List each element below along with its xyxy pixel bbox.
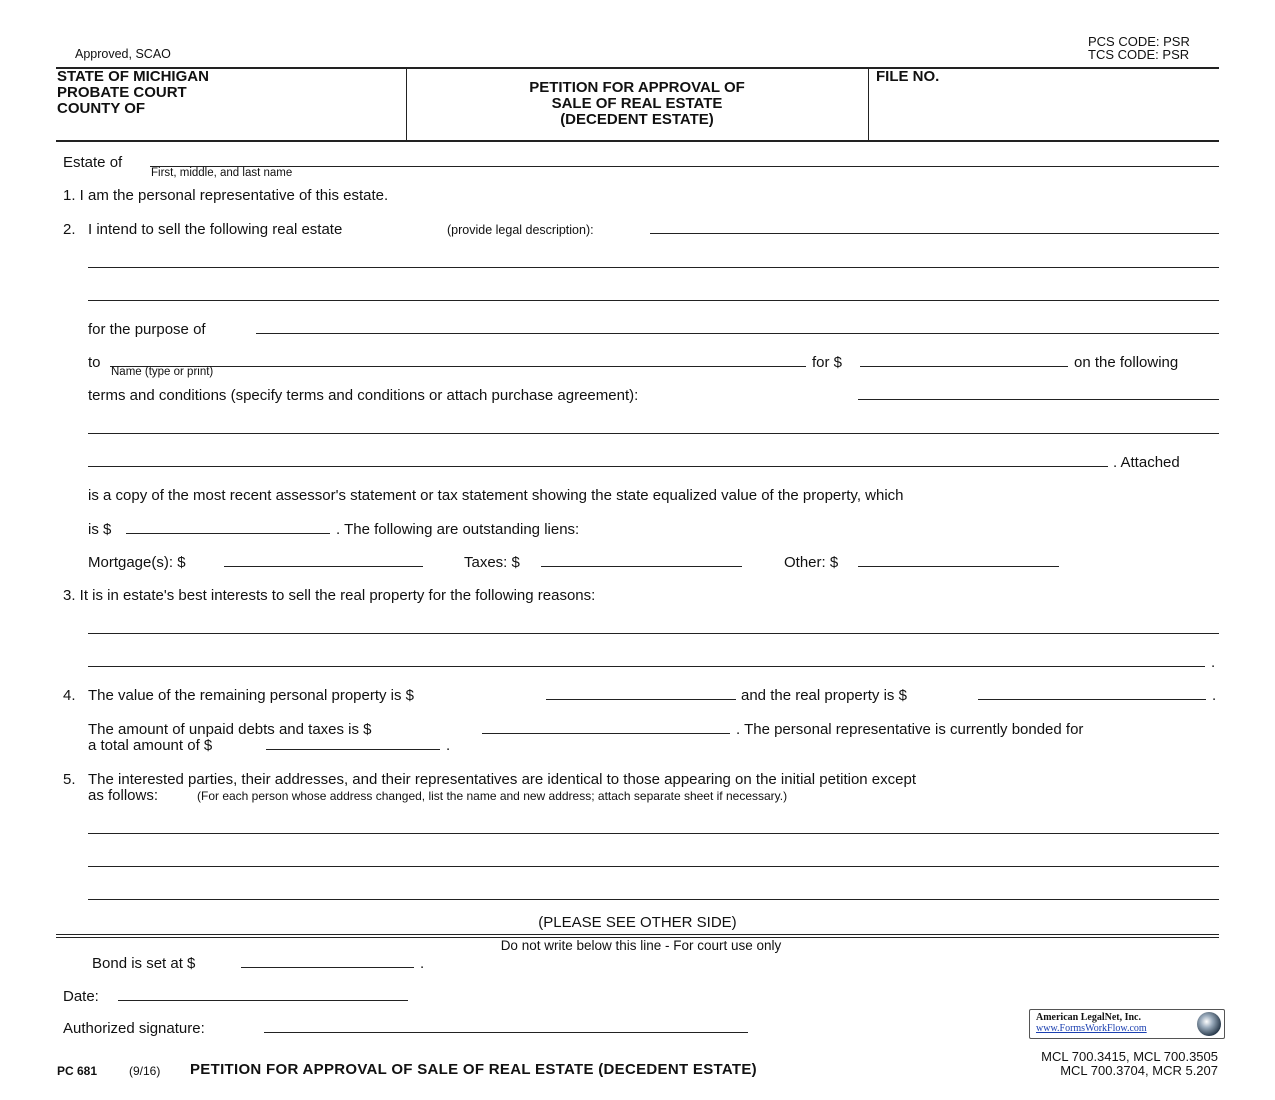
signature-field[interactable] — [264, 1032, 748, 1033]
court-use-rule-1 — [56, 934, 1219, 935]
court-block — [57, 69, 209, 117]
item-5-instruction: (For each person whose address changed, list the name and new address; attach separate sheet if necessary.) — [197, 789, 788, 803]
item-5-text: The interested parties, their addresses, and their representatives are identical to those appearing on the initial petition except — [88, 771, 916, 788]
purpose-field[interactable] — [256, 333, 1219, 334]
bond-set-field[interactable] — [241, 967, 414, 968]
court-county: COUNTY OF — [57, 100, 146, 117]
logo-url[interactable]: www.FormsWorkFlow.com — [1036, 1023, 1147, 1034]
reasons-field-1[interactable] — [88, 633, 1219, 634]
form-number: PC 681 — [57, 1064, 98, 1078]
on-following-label: on the following — [1074, 354, 1179, 371]
personal-property-value-field[interactable] — [546, 699, 736, 700]
estate-name-field[interactable] — [150, 166, 1219, 167]
other-lien-label: Other: $ — [784, 554, 839, 571]
for-label: for $ — [812, 354, 843, 371]
taxes-field[interactable] — [541, 566, 742, 567]
item-4-period: . — [1212, 687, 1217, 704]
sale-price-field[interactable] — [860, 366, 1068, 367]
item-5-as-follows: as follows: — [88, 787, 159, 804]
terms-field-3[interactable] — [88, 466, 1108, 467]
item-3-text: 3. It is in estate's best interests to sell the real property for the following reasons: — [63, 587, 596, 604]
item-2-text: I intend to sell the following real estate — [88, 221, 343, 238]
estate-label: Estate of — [63, 154, 123, 171]
item-2-number: 2. — [63, 221, 76, 238]
unpaid-debts-label: The amount of unpaid debts and taxes is $ — [88, 721, 372, 738]
real-property-value-field[interactable] — [978, 699, 1206, 700]
legal-description-field-2[interactable] — [88, 267, 1219, 268]
form-title — [406, 80, 868, 128]
bond-total-period: . — [446, 737, 451, 754]
bond-set-period: . — [420, 955, 425, 972]
american-legalnet-logo[interactable] — [1029, 1009, 1225, 1039]
item-1-text: 1. I am the personal representative of this estate. — [63, 187, 389, 204]
interested-parties-field-2[interactable] — [88, 866, 1219, 867]
title-line-3: (DECEDENT ESTATE) — [560, 111, 714, 128]
reasons-period: . — [1211, 654, 1216, 671]
bond-total-label: a total amount of $ — [88, 737, 213, 754]
file-no-label: FILE NO. — [876, 68, 940, 85]
court-name: PROBATE COURT — [57, 84, 187, 101]
mortgage-label: Mortgage(s): $ — [88, 554, 186, 571]
attached-label: . Attached — [1113, 454, 1180, 471]
file-no-field[interactable] — [960, 69, 1210, 139]
title-line-1: PETITION FOR APPROVAL OF — [529, 79, 745, 96]
see-other-side: (PLEASE SEE OTHER SIDE) — [538, 914, 737, 931]
personal-property-label: The value of the remaining personal property is $ — [88, 687, 415, 704]
tcs-code: TCS CODE: PSR — [1088, 47, 1190, 62]
date-label: Date: — [63, 988, 99, 1005]
assessor-statement-text: is a copy of the most recent assessor's statement or tax statement showing the state equalized value of the property, which — [88, 487, 904, 504]
legal-description-field-1[interactable] — [650, 233, 1219, 234]
footer-title: PETITION FOR APPROVAL OF SALE OF REAL ESTATE (DECEDENT ESTATE) — [190, 1061, 757, 1078]
other-lien-field[interactable] — [858, 566, 1059, 567]
header-divider-right — [868, 69, 869, 140]
item-5-number: 5. — [63, 771, 76, 788]
statute-line-2: MCL 700.3704, MCR 5.207 — [1060, 1063, 1218, 1078]
equalized-value-field[interactable] — [126, 533, 330, 534]
court-use-notice: Do not write below this line - For court use only — [500, 938, 782, 953]
terms-label: terms and conditions (specify terms and conditions or attach purchase agreement): — [88, 387, 639, 404]
liens-label: . The following are outstanding liens: — [336, 521, 580, 538]
statute-references — [1041, 1050, 1218, 1078]
bonded-label: . The personal representative is currently bonded for — [736, 721, 1084, 738]
buyer-name-caption: Name (type or print) — [111, 366, 214, 378]
interested-parties-field-3[interactable] — [88, 899, 1219, 900]
purpose-label: for the purpose of — [88, 321, 206, 338]
logo-company-name: American LegalNet, Inc. — [1036, 1012, 1141, 1023]
title-line-2: SALE OF REAL ESTATE — [551, 95, 723, 112]
terms-field-2[interactable] — [88, 433, 1219, 434]
signature-label: Authorized signature: — [63, 1020, 205, 1037]
reasons-field-2[interactable] — [88, 666, 1205, 667]
form-revision: (9/16) — [129, 1064, 161, 1078]
statute-line-1: MCL 700.3415, MCL 700.3505 — [1041, 1049, 1218, 1064]
bond-total-field[interactable] — [266, 749, 440, 750]
buyer-name-field[interactable] — [110, 366, 806, 367]
mortgage-field[interactable] — [224, 566, 423, 567]
header-bottom-rule — [56, 140, 1219, 142]
equalized-value-label: is $ — [88, 521, 112, 538]
taxes-label: Taxes: $ — [464, 554, 520, 571]
legal-description-field-3[interactable] — [88, 300, 1219, 301]
approval-note: Approved, SCAO — [75, 47, 171, 61]
real-property-label: and the real property is $ — [741, 687, 907, 704]
globe-icon — [1197, 1012, 1221, 1036]
bond-set-label: Bond is set at $ — [92, 955, 196, 972]
pcs-code: PCS CODE: PSR — [1088, 34, 1190, 49]
item-4-number: 4. — [63, 687, 76, 704]
unpaid-debts-field[interactable] — [482, 733, 730, 734]
item-2-instruction: (provide legal description): — [447, 223, 594, 237]
date-field[interactable] — [118, 1000, 408, 1001]
estate-name-caption: First, middle, and last name — [151, 167, 293, 179]
to-label: to — [88, 354, 101, 371]
terms-field-1[interactable] — [858, 399, 1219, 400]
interested-parties-field-1[interactable] — [88, 833, 1219, 834]
court-state: STATE OF MICHIGAN — [57, 68, 209, 85]
